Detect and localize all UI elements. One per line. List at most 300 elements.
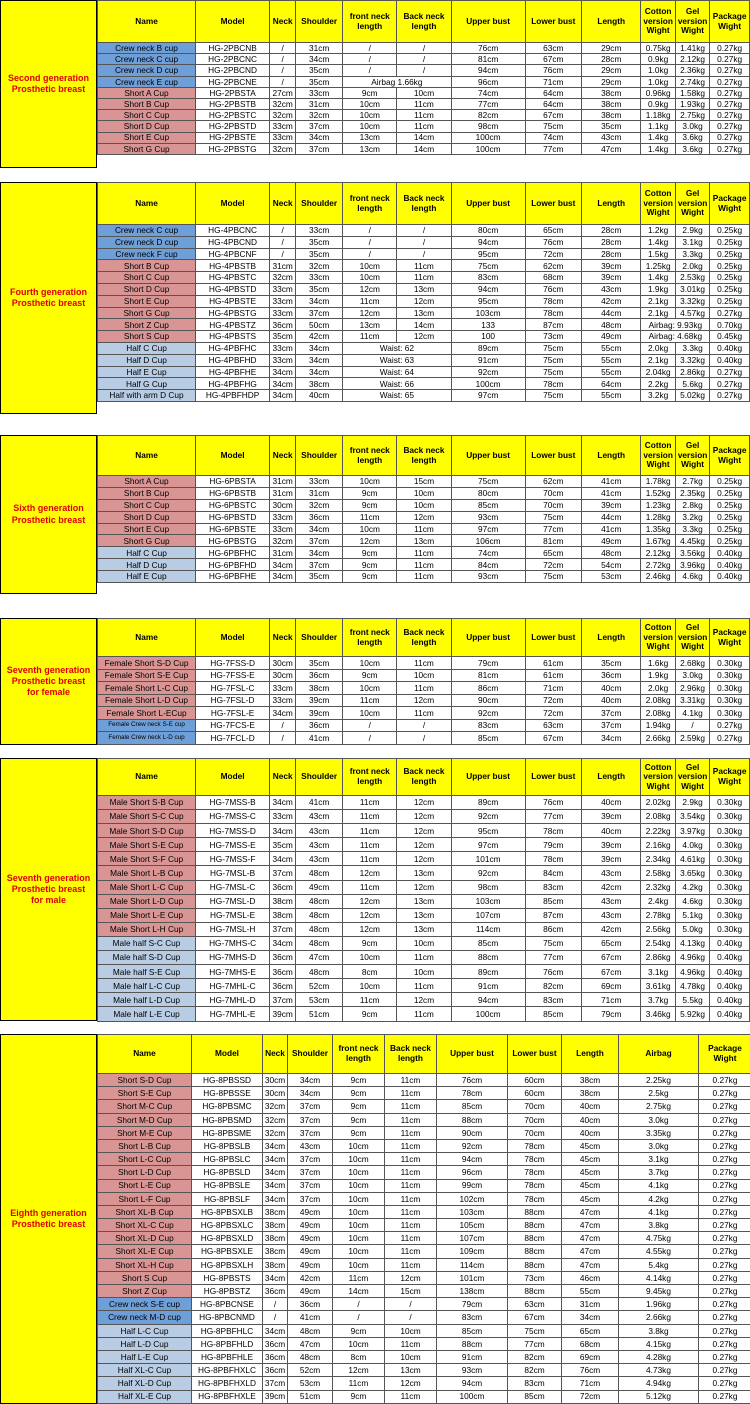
- cell-front: 9cm: [333, 1074, 385, 1087]
- column-header-package: Package Wight: [710, 436, 750, 476]
- cell-cotton: 1.28kg: [641, 511, 675, 523]
- cell-pkg: 0.27kg: [699, 1205, 750, 1218]
- cell-model: HG-2PBCNC: [196, 54, 270, 65]
- cell-pkg: 0.70kg: [710, 319, 750, 331]
- cell-model: HG-4PBCND: [196, 236, 270, 248]
- cell-lower: 70cm: [508, 1100, 562, 1113]
- cell-shoulder: 43cm: [296, 838, 343, 852]
- cell-lower: 78cm: [508, 1166, 562, 1179]
- cell-length: 38cm: [581, 110, 640, 121]
- cell-lower: 78cm: [525, 307, 581, 319]
- cell-shoulder: 32cm: [296, 260, 343, 272]
- cell-length: 45cm: [562, 1166, 619, 1179]
- cell-length: 44cm: [581, 307, 640, 319]
- cell-model: HG-7MSL-E: [196, 908, 270, 922]
- cell-gel: 4.78kg: [675, 979, 709, 993]
- column-header-package: Package Wight: [710, 619, 750, 657]
- cell-cotton: 2.12kg: [641, 547, 675, 559]
- cell-cotton: 1.6kg: [641, 657, 675, 670]
- column-header-upper: Upper bust: [451, 759, 525, 796]
- product-name: Short M-E Cup: [98, 1126, 192, 1139]
- column-header-neck: Neck: [270, 759, 296, 796]
- cell-cotton: 2.54kg: [641, 936, 675, 950]
- cell-lower: 76cm: [525, 965, 581, 979]
- cell-model: HG-8PBSXLH: [192, 1258, 263, 1271]
- cell-back: 10cm: [397, 499, 451, 511]
- cell-pkg: 0.25kg: [710, 225, 750, 237]
- cell-lower: 82cm: [508, 1364, 562, 1377]
- cell-lower: 88cm: [508, 1245, 562, 1258]
- cell-model: HG-8PBSSD: [192, 1074, 263, 1087]
- product-name: Short B Cup: [98, 487, 196, 499]
- product-name: Short XL-E Cup: [98, 1245, 192, 1258]
- cell-shoulder: 48cm: [296, 866, 343, 880]
- cell-front: 10cm: [333, 1258, 385, 1271]
- cell-shoulder: 34cm: [288, 1087, 333, 1100]
- cell-lower: 61cm: [525, 669, 581, 682]
- cell-shoulder: 36cm: [288, 1298, 333, 1311]
- cell-pkg: 0.40kg: [710, 354, 750, 366]
- cell-model: HG-4PBFHG: [196, 378, 270, 390]
- column-header-back: Back neck length: [397, 183, 451, 225]
- cell-shoulder: 37cm: [288, 1166, 333, 1179]
- table-row: [98, 1153, 750, 1166]
- product-name: Short S-E Cup: [98, 1087, 192, 1100]
- table-row: [98, 1074, 750, 1087]
- column-header-gel: Gel version Wight: [675, 759, 709, 796]
- table-row: [98, 810, 750, 824]
- cell-model: HG-6PBSTA: [196, 476, 270, 488]
- cell-upper: 89cm: [451, 342, 525, 354]
- cell-lower: 76cm: [525, 283, 581, 295]
- cell-shoulder: 48cm: [296, 922, 343, 936]
- cell-upper: 96cm: [451, 76, 525, 87]
- cell-neck: 34cm: [270, 852, 296, 866]
- table-row: [98, 390, 750, 402]
- cell-back: 13cm: [385, 1364, 437, 1377]
- cell-model: HG-7MHS-E: [196, 965, 270, 979]
- cell-front-back-merged: Airbag 1.66kg: [343, 76, 451, 87]
- cell-lower: 85cm: [525, 1007, 581, 1021]
- cell-length: 55cm: [562, 1285, 619, 1298]
- cell-gel: 5.02kg: [675, 390, 709, 402]
- cell-gel: 3.65kg: [675, 866, 709, 880]
- cell-cotton: 1.23kg: [641, 499, 675, 511]
- cell-upper: 76cm: [437, 1074, 508, 1087]
- cell-cotton: 0.9kg: [641, 98, 675, 109]
- cell-front: 10cm: [343, 476, 397, 488]
- cell-shoulder: 48cm: [288, 1324, 333, 1337]
- cell-pkg: 0.30kg: [710, 922, 750, 936]
- header-row: [98, 1035, 750, 1074]
- product-name: Short B Cup: [98, 98, 196, 109]
- cell-neck: 36cm: [270, 319, 296, 331]
- cell-front: 10cm: [343, 682, 397, 695]
- table-row: [98, 1179, 750, 1192]
- cell-pkg: 0.30kg: [710, 852, 750, 866]
- cell-upper: 89cm: [451, 796, 525, 810]
- cell-cotton: 3.46kg: [641, 1007, 675, 1021]
- cell-upper: 74cm: [451, 87, 525, 98]
- cell-upper: 90cm: [437, 1126, 508, 1139]
- cell-neck: 32cm: [270, 535, 296, 547]
- cell-model: HG-4PBFHC: [196, 342, 270, 354]
- cell-length: 39cm: [581, 272, 640, 284]
- product-name: Short S Cup: [98, 1271, 192, 1284]
- cell-pkg: 0.27kg: [699, 1364, 750, 1377]
- product-name: Short A Cup: [98, 87, 196, 98]
- cell-model: HG-4PBSTE: [196, 295, 270, 307]
- cell-lower: 63cm: [525, 43, 581, 54]
- column-header-length: Length: [581, 759, 640, 796]
- cell-upper: 107cm: [437, 1232, 508, 1245]
- cell-back: 13cm: [397, 866, 451, 880]
- cell-lower: 77cm: [508, 1337, 562, 1350]
- cell-length: 35cm: [581, 121, 640, 132]
- cell-neck: 33cm: [270, 283, 296, 295]
- cell-neck: 32cm: [263, 1126, 288, 1139]
- column-header-package: Package Wight: [710, 1, 750, 43]
- column-header-name: Name: [98, 1035, 192, 1074]
- cell-upper: 103cm: [451, 307, 525, 319]
- cell-model: HG-8PBFHXLE: [192, 1390, 263, 1403]
- cell-length: 40cm: [581, 796, 640, 810]
- cell-front: 8cm: [333, 1350, 385, 1363]
- cell-shoulder: 33cm: [296, 272, 343, 284]
- table-row: [98, 511, 750, 523]
- cell-upper: 101cm: [451, 852, 525, 866]
- cell-pkg: 0.30kg: [710, 908, 750, 922]
- cell-shoulder: 43cm: [296, 852, 343, 866]
- cell-upper: 79cm: [437, 1298, 508, 1311]
- table-row: [98, 476, 750, 488]
- cell-model: HG-2PBSTC: [196, 110, 270, 121]
- cell-shoulder: 37cm: [296, 535, 343, 547]
- cell-length: 40cm: [562, 1100, 619, 1113]
- cell-pkg: 0.27kg: [699, 1298, 750, 1311]
- cell-shoulder: 53cm: [288, 1377, 333, 1390]
- cell-airbag: 3.1kg: [619, 1153, 699, 1166]
- cell-model: HG-8PBSLC: [192, 1153, 263, 1166]
- cell-shoulder: 35cm: [296, 65, 343, 76]
- column-header-front: front neck length: [333, 1035, 385, 1074]
- cell-gel: 5.5kg: [675, 993, 709, 1007]
- cell-model: HG-7MSL-D: [196, 894, 270, 908]
- cell-model: HG-7MSS-F: [196, 852, 270, 866]
- product-name: Short M-D Cup: [98, 1113, 192, 1126]
- cell-model: HG-7FSL-E: [196, 707, 270, 720]
- cell-gel: 3.6kg: [675, 143, 709, 154]
- cell-gel: 2.9kg: [675, 796, 709, 810]
- cell-gel: 3.31kg: [675, 694, 709, 707]
- cell-gel: 2.75kg: [675, 110, 709, 121]
- cell-upper: 85cm: [437, 1324, 508, 1337]
- table-row: [98, 535, 750, 547]
- cell-lower: 75cm: [525, 342, 581, 354]
- table-row: [98, 121, 750, 132]
- column-header-shoulder: Shoulder: [296, 759, 343, 796]
- product-name: Short XL-C Cup: [98, 1219, 192, 1232]
- cell-front: 9cm: [333, 1390, 385, 1403]
- cell-model: HG-2PBSTE: [196, 132, 270, 143]
- cell-model: HG-8PBSLF: [192, 1192, 263, 1205]
- cell-back: 11cm: [397, 260, 451, 272]
- cell-back: 11cm: [397, 707, 451, 720]
- cell-cotton: 2.2kg: [641, 378, 675, 390]
- cell-neck: /: [270, 732, 296, 745]
- product-name: Female Short S-E Cup: [98, 669, 196, 682]
- cell-shoulder: 36cm: [296, 719, 343, 732]
- cell-back: /: [397, 719, 451, 732]
- cell-front: 13cm: [343, 143, 397, 154]
- cell-back: 10cm: [385, 1324, 437, 1337]
- cell-length: 55cm: [581, 366, 640, 378]
- cell-lower: 85cm: [508, 1390, 562, 1403]
- cell-neck: /: [270, 65, 296, 76]
- table-row: [98, 1311, 750, 1324]
- product-name: Short L-B Cup: [98, 1139, 192, 1152]
- cell-length: 39cm: [581, 260, 640, 272]
- cell-length: 65cm: [562, 1324, 619, 1337]
- cell-upper: 86cm: [451, 682, 525, 695]
- cell-gel: 4.0kg: [675, 838, 709, 852]
- table-row: [98, 979, 750, 993]
- cell-gel: 3.96kg: [675, 559, 709, 571]
- cell-length: 39cm: [581, 499, 640, 511]
- cell-gel: 2.9kg: [675, 225, 709, 237]
- cell-front-back-merged: Waist: 65: [343, 390, 451, 402]
- cell-lower: 88cm: [508, 1258, 562, 1271]
- product-name: Crew neck M-D cup: [98, 1311, 192, 1324]
- cell-cotton: 3.2kg: [641, 390, 675, 402]
- cell-back: 13cm: [397, 283, 451, 295]
- cell-lower: 71cm: [525, 682, 581, 695]
- cell-upper: 90cm: [451, 694, 525, 707]
- cell-pkg: 0.27kg: [710, 143, 750, 154]
- cell-airbag: 4.14kg: [619, 1271, 699, 1284]
- cell-upper: 75cm: [451, 476, 525, 488]
- cell-model: HG-8PBSSE: [192, 1087, 263, 1100]
- cell-upper: 94cm: [451, 993, 525, 1007]
- cell-back: 11cm: [385, 1087, 437, 1100]
- cell-gel: 1.41kg: [675, 43, 709, 54]
- cell-front: /: [343, 236, 397, 248]
- cell-model: HG-2PBCND: [196, 65, 270, 76]
- cell-length: 47cm: [562, 1232, 619, 1245]
- product-name: Short E Cup: [98, 132, 196, 143]
- cell-front: 9cm: [343, 499, 397, 511]
- cell-neck: 30cm: [270, 657, 296, 670]
- column-header-upper: Upper bust: [451, 1, 525, 43]
- cell-gel: 3.3kg: [675, 523, 709, 535]
- cell-front: /: [343, 54, 397, 65]
- product-name: Male Short L-B Cup: [98, 866, 196, 880]
- cell-lower: 78cm: [525, 824, 581, 838]
- header-row: [98, 436, 750, 476]
- cell-lower: 64cm: [525, 98, 581, 109]
- cell-cotton: 1.35kg: [641, 523, 675, 535]
- cell-neck: 36cm: [270, 880, 296, 894]
- cell-cotton: 0.96kg: [641, 87, 675, 98]
- cell-cotton: 2.86kg: [641, 951, 675, 965]
- cell-model: HG-6PBSTB: [196, 487, 270, 499]
- cell-neck: /: [270, 236, 296, 248]
- cell-upper: 88cm: [437, 1113, 508, 1126]
- cell-pkg: 0.25kg: [710, 535, 750, 547]
- cell-pkg: 0.30kg: [710, 707, 750, 720]
- column-header-name: Name: [98, 183, 196, 225]
- cell-neck: 32cm: [270, 143, 296, 154]
- product-name: Short XL-H Cup: [98, 1258, 192, 1271]
- cell-lower: 74cm: [525, 132, 581, 143]
- product-name: Short XL-B Cup: [98, 1205, 192, 1218]
- product-name: Short L-C Cup: [98, 1153, 192, 1166]
- product-name: Crew neck F cup: [98, 248, 196, 260]
- table-row: [98, 1258, 750, 1271]
- cell-cotton: 0.75kg: [641, 43, 675, 54]
- cell-back: 11cm: [385, 1232, 437, 1245]
- product-name: Half XL-C Cup: [98, 1364, 192, 1377]
- cell-back: 11cm: [397, 121, 451, 132]
- cell-model: HG-8PBSLD: [192, 1166, 263, 1179]
- product-name: Crew neck D cup: [98, 65, 196, 76]
- cell-shoulder: 37cm: [288, 1153, 333, 1166]
- column-header-cotton: Cotton version Wight: [641, 183, 675, 225]
- cell-airbag: 3.0kg: [619, 1139, 699, 1152]
- cell-neck: 38cm: [270, 908, 296, 922]
- cell-front: 9cm: [343, 87, 397, 98]
- cell-neck: 34cm: [263, 1192, 288, 1205]
- cell-gel: 4.6kg: [675, 894, 709, 908]
- cell-lower: 79cm: [525, 838, 581, 852]
- column-header-name: Name: [98, 619, 196, 657]
- column-header-neck: Neck: [270, 436, 296, 476]
- product-name: Male Short L-H Cup: [98, 922, 196, 936]
- cell-pkg: 0.25kg: [710, 511, 750, 523]
- cell-upper: 100cm: [437, 1390, 508, 1403]
- cell-shoulder: 37cm: [288, 1100, 333, 1113]
- cell-neck: 30cm: [263, 1074, 288, 1087]
- cell-back: 11cm: [385, 1179, 437, 1192]
- product-name: Crew neck C cup: [98, 225, 196, 237]
- cell-back: 11cm: [397, 657, 451, 670]
- cell-cotton: 2.08kg: [641, 707, 675, 720]
- cell-lower: 87cm: [525, 319, 581, 331]
- cell-neck: 31cm: [270, 547, 296, 559]
- cell-pkg: 0.30kg: [710, 796, 750, 810]
- cell-back: 13cm: [397, 307, 451, 319]
- cell-gel: /: [675, 719, 709, 732]
- table-row: [98, 1100, 750, 1113]
- cell-front-back-merged: Waist: 66: [343, 378, 451, 390]
- cell-model: HG-8PBSME: [192, 1126, 263, 1139]
- cell-model: HG-8PBCNSE: [192, 1298, 263, 1311]
- column-header-model: Model: [196, 759, 270, 796]
- column-header-gel: Gel version Wight: [675, 183, 709, 225]
- product-name: Short C Cup: [98, 110, 196, 121]
- cell-length: 36cm: [581, 669, 640, 682]
- column-header-package: Package Wight: [710, 759, 750, 796]
- generation-section: [0, 0, 750, 168]
- cell-length: 49cm: [581, 535, 640, 547]
- cell-airbag: 2.25kg: [619, 1074, 699, 1087]
- table-row: [98, 922, 750, 936]
- product-name: Short Z Cup: [98, 319, 196, 331]
- cell-lower: 60cm: [508, 1087, 562, 1100]
- cell-front: 10cm: [343, 110, 397, 121]
- cell-cotton: 3.1kg: [641, 965, 675, 979]
- cell-shoulder: 49cm: [288, 1245, 333, 1258]
- cell-length: 39cm: [581, 852, 640, 866]
- cell-shoulder: 47cm: [288, 1337, 333, 1350]
- cell-back: 12cm: [397, 295, 451, 307]
- table-row: [98, 1087, 750, 1100]
- cell-length: 35cm: [581, 657, 640, 670]
- cell-front: 9cm: [333, 1100, 385, 1113]
- cell-upper: 95cm: [451, 248, 525, 260]
- cell-lower: 83cm: [525, 880, 581, 894]
- cell-upper: 88cm: [437, 1337, 508, 1350]
- cell-neck: 38cm: [270, 894, 296, 908]
- cell-upper: 85cm: [437, 1100, 508, 1113]
- spec-table: [97, 758, 750, 1022]
- cell-back: 10cm: [397, 965, 451, 979]
- product-name: Short M-C Cup: [98, 1100, 192, 1113]
- cell-length: 69cm: [562, 1350, 619, 1363]
- cell-cotton: 1.94kg: [641, 719, 675, 732]
- table-row: [98, 824, 750, 838]
- table-row: [98, 1390, 750, 1403]
- cell-pkg: 0.30kg: [710, 894, 750, 908]
- cell-neck: /: [263, 1311, 288, 1324]
- column-header-length: Length: [581, 619, 640, 657]
- cell-length: 48cm: [581, 319, 640, 331]
- cell-model: HG-8PBSXLB: [192, 1205, 263, 1218]
- cell-lower: 75cm: [525, 121, 581, 132]
- cell-back: 12cm: [385, 1271, 437, 1284]
- cell-neck: 34cm: [270, 559, 296, 571]
- cell-shoulder: 35cm: [296, 571, 343, 583]
- cell-shoulder: 41cm: [288, 1311, 333, 1324]
- cell-length: 79cm: [581, 1007, 640, 1021]
- cell-shoulder: 31cm: [296, 43, 343, 54]
- cell-cotton: 2.0kg: [641, 342, 675, 354]
- cell-upper: 74cm: [451, 547, 525, 559]
- cell-model: HG-7FSL-C: [196, 682, 270, 695]
- cell-front: 10cm: [343, 523, 397, 535]
- cell-cotton: 1.1kg: [641, 121, 675, 132]
- cell-lower: 88cm: [508, 1285, 562, 1298]
- cell-lower: 75cm: [525, 936, 581, 950]
- cell-shoulder: 38cm: [296, 378, 343, 390]
- cell-airbag: 5.4kg: [619, 1258, 699, 1271]
- cell-cotton: 1.52kg: [641, 487, 675, 499]
- cell-lower: 81cm: [525, 535, 581, 547]
- cell-upper: 109cm: [437, 1245, 508, 1258]
- column-header-lower: Lower bust: [525, 759, 581, 796]
- cell-shoulder: 35cm: [296, 248, 343, 260]
- table-row: [98, 248, 750, 260]
- cell-airbag: 4.2kg: [619, 1192, 699, 1205]
- cell-neck: 34cm: [263, 1166, 288, 1179]
- cell-upper: 93cm: [451, 511, 525, 523]
- cell-cotton: 1.9kg: [641, 283, 675, 295]
- cell-shoulder: 40cm: [296, 390, 343, 402]
- cell-shoulder: 37cm: [296, 121, 343, 132]
- cell-front: 11cm: [343, 993, 397, 1007]
- cell-back: 11cm: [385, 1153, 437, 1166]
- cell-front: 10cm: [333, 1232, 385, 1245]
